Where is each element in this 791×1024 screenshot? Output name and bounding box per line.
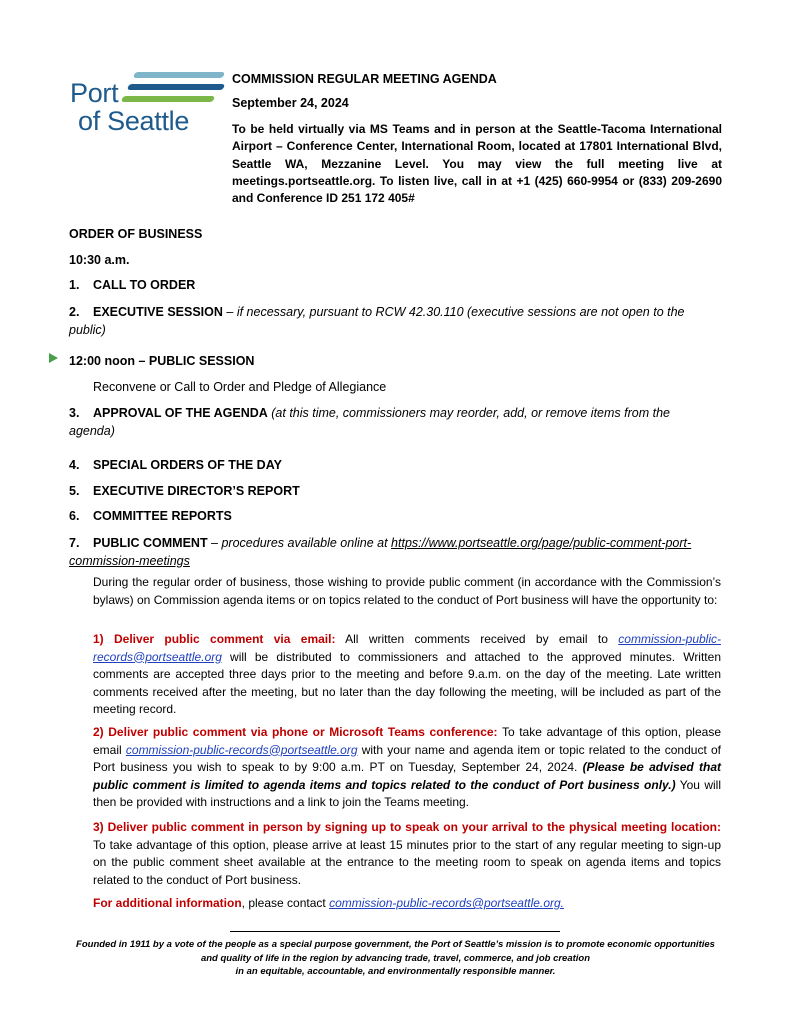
public-comment-option-in-person: 3) Deliver public comment in person by signing up to speak on your arrival to the physical meeting location: To take advantage of this option, please arrive at least 15 minutes prior to the start of any regular meeting to sign-up on the public comment sheet available at the entrance to the meeting room to speak on agenda items and topics related to the conduct of Port business. xyxy=(93,820,721,887)
email-link[interactable]: commission-public-records@portseattle.org xyxy=(125,742,358,757)
agenda-item-5 xyxy=(69,484,300,498)
agenda-item-4 xyxy=(69,458,282,472)
item-number: 4. xyxy=(69,458,80,472)
logo-text-of-seattle: of Seattle xyxy=(78,106,190,136)
item-note: if necessary, pursuant to RCW 42.30.110 (executive sessions are not open to the public) xyxy=(69,305,685,337)
item-title: PUBLIC COMMENT xyxy=(93,536,208,550)
agenda-item-2: 2. EXECUTIVE SESSION – if necessary, pursuant to RCW 42.30.110 (executive sessions are not open to the public) xyxy=(69,305,685,337)
agenda-item-3 xyxy=(69,405,719,440)
additional-information: For additional information, please contact commission-public-records@portseattle.org. xyxy=(93,896,564,910)
port-of-seattle-logo xyxy=(66,66,236,146)
additional-info-heading: For additional information xyxy=(93,896,242,910)
mission-statement xyxy=(60,938,731,979)
limitation-notice: (Please be advised that public comment is limited to agenda items and topics related to the conduct of Port business only.) xyxy=(93,760,721,792)
start-time: 10:30 a.m. xyxy=(69,253,130,267)
public-session-subtitle: Reconvene or Call to Order and Pledge of Allegiance xyxy=(93,380,387,394)
mission-line-3: in an equitable, accountable, and environmentally responsible manner. xyxy=(235,966,556,977)
item-note: (at this time, commissioners may reorder, add, or remove items from the agenda) xyxy=(69,406,670,438)
item-number: 7. xyxy=(69,536,80,550)
public-session-heading: 12:00 noon – PUBLIC SESSION xyxy=(69,354,255,368)
agenda-item-7: 7. PUBLIC COMMENT – procedures available online at https://www.portseattle.org/page/public-comment-port-commission-meetings xyxy=(69,536,692,568)
item-note: procedures available online at xyxy=(221,536,392,550)
order-of-business-heading: ORDER OF BUSINESS xyxy=(69,227,203,241)
item-title: COMMITTEE REPORTS xyxy=(93,509,232,523)
item-title: EXECUTIVE SESSION xyxy=(93,305,223,319)
email-link[interactable]: commission-public-records@portseattle.org. xyxy=(329,896,564,910)
mission-line-1: Founded in 1911 by a vote of the people as a special purpose government, the Port of Seattle’s mission is to promote economic opportunities xyxy=(76,939,715,950)
item-number: 5. xyxy=(69,484,80,498)
current-item-arrow-icon xyxy=(49,353,58,363)
option-heading: 1) Deliver public comment via email: xyxy=(93,632,336,646)
item-title: EXECUTIVE DIRECTOR’S REPORT xyxy=(93,484,300,498)
public-comment-option-teams: 2) Deliver public comment via phone or Microsoft Teams conference: To take advantage of this option, please email commission-public-records@portseattle.org with your name and agenda item or topic related to the conduct of Port business you wish to speak to by 9:00 a.m. PT on Tuesday, September 24, 2024. (Please be advised that public comment is limited to agenda items and topics related to the conduct of Port business only.) You will then be provided with instructions and a link to join the Teams meeting. xyxy=(93,725,722,810)
agenda-title: COMMISSION REGULAR MEETING AGENDA xyxy=(232,72,497,86)
logo-swoosh-bottom xyxy=(121,96,215,102)
option-heading: 2) Deliver public comment via phone or Microsoft Teams conference: xyxy=(93,725,498,739)
meeting-venue: To be held virtually via MS Teams and in person at the Seattle-Tacoma International Airport – Conference Center, International Room, located at 17801 International Blvd, Seattle WA, Mezzanine Level. You may view the full meeting live at meetings.portseattle.org. To listen live, call in at +1 (425) 660-9954 or (833) 209-2690 and Conference ID 251 172 405# xyxy=(232,122,722,206)
meeting-date: September 24, 2024 xyxy=(232,96,349,110)
item-number: 6. xyxy=(69,509,80,523)
item-title: APPROVAL OF THE AGENDA xyxy=(93,406,268,420)
agenda-item-6 xyxy=(69,509,232,523)
item-title: SPECIAL ORDERS OF THE DAY xyxy=(93,458,282,472)
item-number: 3. xyxy=(69,406,80,420)
option-heading: 3) Deliver public comment in person by signing up to speak on your arrival to the physical meeting location: xyxy=(93,820,721,834)
logo-swoosh-top xyxy=(133,72,225,78)
mission-line-2: and quality of life in the region by advancing trade, travel, commerce, and job creation xyxy=(200,952,591,964)
public-comment-intro: During the regular order of business, those wishing to provide public comment (in accordance with the Commission’s bylaws) on Commission agenda items or on topics related to the conduct of Port business will have the opportunity to: xyxy=(93,575,721,607)
agenda-item-1 xyxy=(69,278,195,292)
email-link[interactable]: commission-public-records@portseattle.org xyxy=(93,632,721,664)
logo-text-port: Port xyxy=(70,78,119,108)
public-comment-procedures-link[interactable]: https://www.portseattle.org/page/public-comment-port-commission-meetings xyxy=(69,536,692,568)
public-comment-option-email: 1) Deliver public comment via email: All written comments received by email to commission-public-records@portseattle.org will be distributed to commissioners and attached to the approved minutes. Written comments are accepted three days prior to the meeting and before 9.a.m. on the day of the meeting. Late written comments received after the meeting, but no later than the day following the meeting, will be included as part of the meeting record. xyxy=(93,632,721,717)
footer-divider xyxy=(230,931,560,932)
logo-swoosh-middle xyxy=(127,84,225,90)
item-title: CALL TO ORDER xyxy=(93,278,196,292)
item-number: 2. xyxy=(69,305,80,319)
item-number: 1. xyxy=(69,278,80,292)
